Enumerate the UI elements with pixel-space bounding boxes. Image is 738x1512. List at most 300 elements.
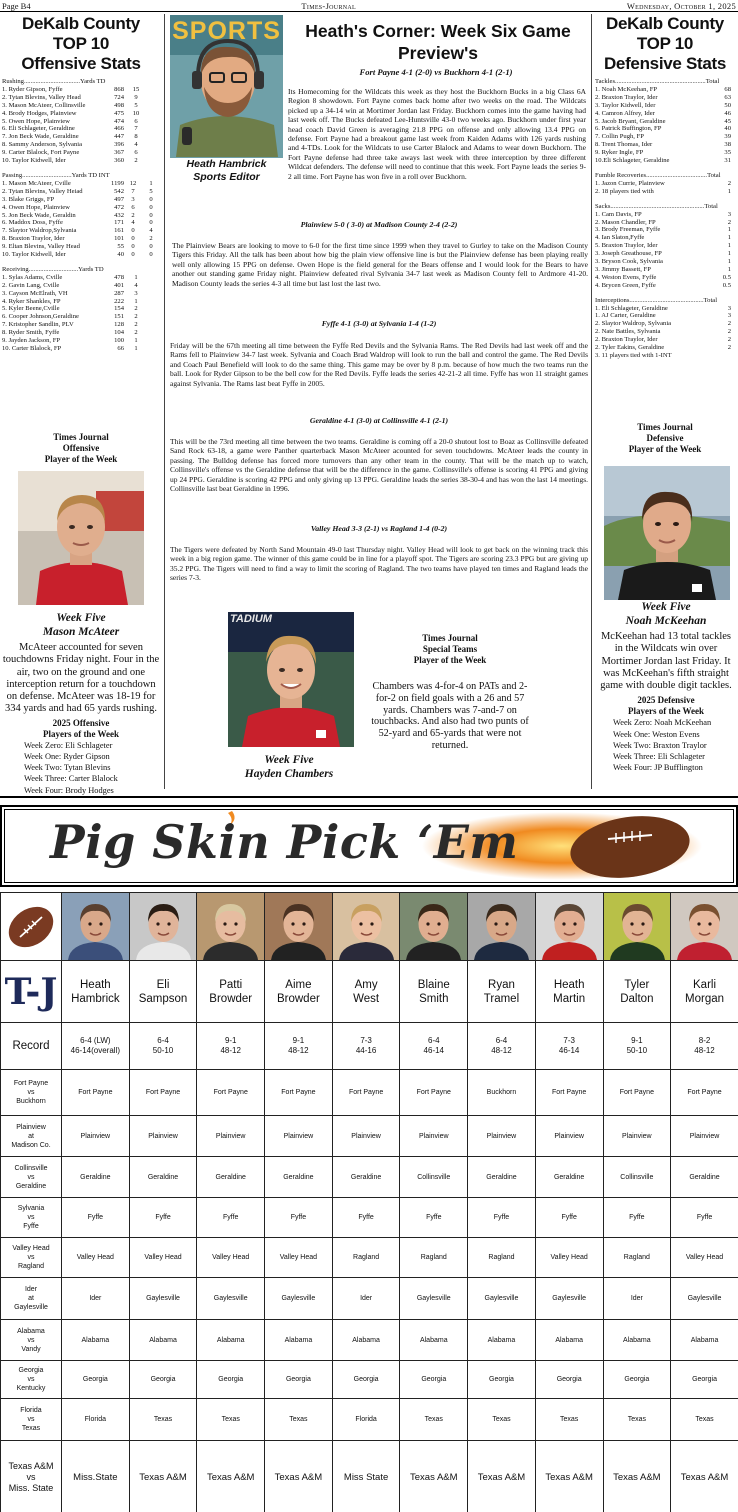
matchup-line: Texas A&M bbox=[8, 1460, 54, 1471]
stat-heading: Fumble Recoveries.....................................Total bbox=[595, 171, 721, 179]
pick-cell: Texas A&M bbox=[400, 1441, 468, 1512]
sports-label: SPORTS bbox=[172, 17, 281, 45]
game-title-1: Fort Payne 4-1 (2-0) vs Buckhorn 4-1 (2-1) bbox=[359, 67, 513, 77]
stat-cell: 15 bbox=[132, 85, 140, 93]
stat-heading: Receiving..............................Yards TD bbox=[2, 265, 104, 273]
pick-cell: Texas bbox=[535, 1399, 603, 1441]
stat-cell: 6. Patrick Buffington, FP bbox=[595, 125, 662, 133]
matchup-cell bbox=[1, 1238, 62, 1278]
tj-logo: T-J bbox=[4, 970, 58, 1013]
picker-record bbox=[332, 1023, 400, 1070]
stat-cell: 1. Eli Schlageter, Geraldine bbox=[595, 304, 668, 312]
pick-cell: Texas bbox=[265, 1399, 333, 1441]
pick-cell: Georgia bbox=[62, 1361, 130, 1399]
picker-photo bbox=[197, 893, 265, 961]
picker-first-name: Amy bbox=[354, 978, 378, 991]
pick-cell: Alabama bbox=[332, 1320, 400, 1361]
stat-cell: 5 bbox=[149, 187, 153, 195]
stat-cell: 4 bbox=[149, 227, 153, 235]
game-row bbox=[1, 1441, 738, 1512]
stat-row bbox=[2, 118, 160, 126]
potw-blurb: McAteer accounted for seven touchdowns Friday night. Four in the air, two on the ground and one interception return for a touchdown on defense. McAteer was 18-19 for 334 yards and had 65 yards rushing. bbox=[2, 642, 160, 715]
stat-cell: 0 bbox=[131, 227, 135, 235]
stat-row bbox=[2, 141, 160, 149]
record-overall: 48-12 bbox=[694, 1046, 715, 1055]
stat-row bbox=[595, 266, 735, 274]
potw-list bbox=[0, 740, 162, 796]
stat-cell: 1 bbox=[134, 297, 138, 305]
stat-cell: 104 bbox=[114, 329, 124, 337]
matchup-line: Kentucky bbox=[16, 1385, 46, 1392]
stat-cell: 2 bbox=[727, 328, 731, 336]
pick-cell: Georgia bbox=[197, 1361, 265, 1399]
defensive-potw-heading: Times Journal Defensive Player of the Week bbox=[628, 422, 702, 454]
picks-table bbox=[0, 892, 738, 1512]
pick-cell: Georgia bbox=[603, 1361, 671, 1399]
avatar bbox=[468, 894, 535, 960]
stat-row bbox=[2, 219, 160, 227]
stat-cell: 3. Cayson McElrath, VH bbox=[2, 289, 68, 297]
offense-title: DeKalb County TOP 10 Offensive Stats bbox=[21, 14, 141, 73]
stat-cell: 7 bbox=[134, 125, 138, 133]
potw-list-item: Week One: Weston Evens bbox=[613, 729, 700, 739]
pick-cell: Fyffe bbox=[265, 1198, 333, 1238]
picker-first-name: Heath bbox=[553, 978, 585, 991]
potw-list-item: Week Three: Eli Schlageter bbox=[613, 752, 705, 762]
stat-row bbox=[595, 118, 735, 126]
stat-row bbox=[595, 328, 735, 336]
game-row bbox=[1, 1320, 738, 1361]
matchup-cell bbox=[1, 1116, 62, 1157]
stat-cell: 5 bbox=[134, 101, 138, 109]
pick-cell: Geraldine bbox=[62, 1157, 130, 1198]
stat-cell: 4. Brody Hodges, Plainview bbox=[2, 109, 77, 117]
picker-name bbox=[400, 961, 468, 1023]
stat-cell: 8. Sammy Anderson, Sylvania bbox=[2, 141, 83, 149]
matchup-line: Georgia bbox=[18, 1367, 44, 1374]
record-row bbox=[1, 1023, 738, 1070]
stat-row bbox=[595, 242, 735, 250]
matchup-line: Florida bbox=[20, 1407, 42, 1414]
stat-row bbox=[2, 337, 160, 345]
game-title-5: Valley Head 3-3 (2-1) vs Ragland 1-4 (0-2) bbox=[310, 524, 448, 533]
record-overall: 50-10 bbox=[152, 1046, 174, 1055]
potw-player: Mason McAteer bbox=[42, 626, 120, 638]
pick-cell: Plainview bbox=[62, 1116, 130, 1157]
stat-cell: 151 bbox=[114, 313, 124, 321]
pick-cell: Fyffe bbox=[468, 1198, 536, 1238]
pick-cell: Texas bbox=[603, 1399, 671, 1441]
potw-week: Week Five bbox=[641, 601, 691, 613]
picker-first-name: Patti bbox=[219, 978, 243, 991]
pick-cell: Alabama bbox=[468, 1320, 536, 1361]
stat-cell: 3. Joseph Greathouse, FP bbox=[595, 250, 662, 258]
matchup-line: Sylvania bbox=[17, 1205, 45, 1212]
stat-heading: Rushing..................................Yards TD bbox=[2, 78, 106, 85]
stat-cell: 1. Cam Davis, FP bbox=[595, 210, 642, 218]
game-title-2: Plainview 5-0 ( 3-0) at Madison County 2-4 (2-2) bbox=[300, 220, 458, 229]
stat-cell: 6 bbox=[134, 149, 138, 157]
stat-cell: 128 bbox=[114, 321, 124, 329]
stat-row bbox=[595, 344, 735, 352]
record-label: Record bbox=[1, 1023, 62, 1070]
picker-first-name: Aime bbox=[285, 978, 312, 991]
game-story-3: Friday will be the 67th meeting all time between the Fyffe Red Devils and the Sylvania Rams. The Red Devils had last week off and the Rams fell to Plainview 34-7 last week. Sylvania and Coach Brad Waldrop will look to run the ball and control the game. The Red Devils and Coach Paul Benefield will look to do the same thing. This game may be over by 8 p.m. because of how much the two teams run the ball. Look for Ryder Gipson to be the bell cow for the Red Devils. Fyffe leads the series 42-21-2 all time. Fyffe has won 11 straight games against Sylvania. The Rams last beat Fyffe in 2005. bbox=[170, 341, 588, 388]
stat-cell: 3. 11 players tied with 1-INT bbox=[595, 352, 672, 359]
pick-cell: Plainview bbox=[129, 1116, 197, 1157]
stat-cell: 10.Eli Schlageter, Geraldine bbox=[595, 157, 670, 165]
potw-week: Week Five bbox=[56, 612, 106, 624]
pick-cell: Fyffe bbox=[535, 1198, 603, 1238]
matchup-line: Ragland bbox=[17, 1263, 45, 1270]
pick-cell: Fort Payne bbox=[535, 1070, 603, 1116]
pick-cell: Georgia bbox=[332, 1361, 400, 1399]
stat-cell: 3. Blake Griggs, FP bbox=[2, 195, 55, 203]
stat-cell: 0 bbox=[149, 211, 153, 219]
stat-cell: 1199 bbox=[111, 179, 124, 187]
stat-cell: 3 bbox=[134, 289, 138, 297]
stat-cell: 3. Mason McAteer, Collinsville bbox=[2, 101, 86, 109]
matchup-line: Geraldine bbox=[15, 1182, 47, 1190]
stat-row bbox=[595, 274, 735, 282]
stat-cell: 1 bbox=[727, 187, 731, 195]
stat-row bbox=[2, 204, 160, 212]
pickers-name-row bbox=[1, 961, 738, 1023]
stat-cell: 9 bbox=[134, 93, 138, 101]
record-last-week: 7-3 bbox=[360, 1036, 372, 1045]
picker-record bbox=[468, 1023, 536, 1070]
stat-cell: 2. Tytan Blevins, Valley Heiad bbox=[2, 187, 83, 195]
stat-row bbox=[595, 110, 735, 118]
picker-record bbox=[603, 1023, 671, 1070]
defense-title: DeKalb County TOP 10 Defensive Stats bbox=[603, 14, 727, 73]
stat-cell: 2. Braxton Traylor, Ider bbox=[595, 93, 658, 101]
game-row bbox=[1, 1116, 738, 1157]
stat-cell: 40 bbox=[117, 251, 124, 259]
stat-cell: 2 bbox=[727, 179, 731, 187]
pick-cell: Valley Head bbox=[265, 1238, 333, 1278]
picker-last-name: West bbox=[353, 992, 380, 1005]
pick-cell: Georgia bbox=[400, 1361, 468, 1399]
stat-cell: 4. Ryker Shankles, FP bbox=[2, 297, 61, 305]
stat-cell: 6 bbox=[134, 117, 138, 125]
stat-row bbox=[595, 336, 735, 344]
defensive-potw-text bbox=[595, 600, 737, 774]
matchup-line: Gaylesville bbox=[14, 1304, 48, 1311]
headline: Heath's Corner: Week Six Game Preview's bbox=[305, 21, 571, 63]
stat-row bbox=[2, 133, 160, 141]
stat-cell: 1. Jazon Currie, Plainview bbox=[595, 179, 665, 187]
defensive-stats-table bbox=[595, 78, 735, 360]
pick-cell: Miss.State bbox=[62, 1441, 130, 1512]
stat-cell: 100 bbox=[114, 337, 124, 345]
matchup-cell bbox=[1, 1441, 62, 1512]
stat-cell: 472 bbox=[114, 203, 124, 211]
stat-cell: 868 bbox=[114, 85, 124, 93]
pick-cell: Fort Payne bbox=[197, 1070, 265, 1116]
pick-cell: Fyffe bbox=[671, 1198, 738, 1238]
avatar bbox=[62, 894, 129, 960]
issue-date: Wednesday, October 1, 2025 bbox=[626, 0, 736, 11]
picker-last-name: Browder bbox=[209, 992, 253, 1005]
stat-cell: 474 bbox=[114, 117, 124, 125]
special-teams-blurb: Chambers was 4-for-4 on PATs and 2-for-2 on field goals with a 26 and 57 yards. Chambers was 7-and-7 on touchbacks. And also had two punts of 52-yard and 65-yards that were not returned. bbox=[371, 681, 529, 751]
pick-cell: Ragland bbox=[603, 1238, 671, 1278]
paper-name: Times-Journal bbox=[301, 0, 356, 11]
stat-cell: 1. Ryder Gipson, Fyffe bbox=[2, 85, 63, 93]
stat-cell: 4. Ian Slaton,Fyffe bbox=[595, 234, 645, 242]
picker-photo bbox=[535, 893, 603, 961]
stat-row bbox=[595, 180, 735, 188]
stat-row bbox=[2, 243, 160, 251]
record-overall: 50-10 bbox=[626, 1046, 648, 1055]
stat-cell: 1. Mason McAteer, Cville bbox=[2, 179, 71, 187]
matchup-cell bbox=[1, 1399, 62, 1441]
record-overall: 44-16 bbox=[355, 1046, 377, 1055]
picker-first-name: Ryan bbox=[488, 978, 515, 991]
stat-cell: 1 bbox=[134, 273, 138, 281]
stat-cell: 9. Jayden Jackson, FP bbox=[2, 337, 61, 345]
pick-cell: Ider bbox=[62, 1278, 130, 1320]
stat-cell: 2 bbox=[727, 320, 731, 328]
pick-cell: Valley Head bbox=[62, 1238, 130, 1278]
pick-cell: Fort Payne bbox=[332, 1070, 400, 1116]
picker-name bbox=[332, 961, 400, 1023]
stat-cell: 7. Jon Beck Wade, Geraldine bbox=[2, 133, 79, 141]
stat-gap bbox=[2, 165, 160, 172]
offensive-stats-column bbox=[2, 14, 160, 353]
picker-name bbox=[535, 961, 603, 1023]
matchup-line: vs bbox=[27, 1336, 35, 1344]
stat-cell: 2 bbox=[134, 329, 138, 337]
stat-cell: 2. Slaytor Waldrop, Sylvania bbox=[595, 320, 672, 328]
picker-name bbox=[62, 961, 130, 1023]
stat-cell: 3. Bryson Cook, Sylvania bbox=[595, 258, 663, 266]
defensive-stats-column bbox=[595, 14, 735, 360]
record-last-week: 8-2 bbox=[698, 1036, 711, 1045]
picker-first-name: Heath bbox=[80, 978, 111, 991]
pick-cell: Fyffe bbox=[197, 1198, 265, 1238]
stat-cell: 46 bbox=[724, 109, 731, 117]
pickers-photo-row bbox=[1, 893, 738, 961]
pick-cell: Valley Head bbox=[671, 1238, 738, 1278]
stat-cell: 171 bbox=[114, 219, 124, 227]
picker-name bbox=[129, 961, 197, 1023]
matchup-cell bbox=[1, 1361, 62, 1399]
pick-cell: Gaylesville bbox=[535, 1278, 603, 1320]
stat-row bbox=[595, 188, 735, 196]
stat-cell: 5. Owen Hope, Plainview bbox=[2, 117, 70, 125]
stat-cell: 9. Ryker Ingle, FP bbox=[595, 149, 644, 157]
stat-cell: 161 bbox=[114, 227, 124, 235]
stat-row bbox=[595, 102, 735, 110]
matchup-line: Buckhorn bbox=[16, 1098, 46, 1105]
picker-last-name: Tramel bbox=[483, 992, 520, 1005]
record-last-week: 6-4 bbox=[157, 1036, 169, 1045]
stat-row bbox=[595, 226, 735, 234]
pick-cell: Texas bbox=[197, 1399, 265, 1441]
football-icon bbox=[2, 897, 60, 957]
editor-caption: Heath Hambrick Sports Editor bbox=[186, 158, 267, 183]
record-overall: 46-14 bbox=[558, 1046, 580, 1055]
pick-cell: Alabama bbox=[265, 1320, 333, 1361]
stat-cell: 401 bbox=[114, 281, 124, 289]
matchup-line: Texas bbox=[21, 1425, 41, 1432]
potw-list-heading: 2025 Defensive Players of the Week bbox=[627, 695, 705, 717]
picker-photo bbox=[265, 893, 333, 961]
pick-cell: Alabama bbox=[129, 1320, 197, 1361]
special-teams-heading: Times Journal Special Teams Player of the Week bbox=[413, 633, 487, 665]
pick-cell: Miss State bbox=[332, 1441, 400, 1512]
stat-cell: 0 bbox=[131, 251, 135, 259]
stat-cell: 0 bbox=[149, 251, 153, 259]
stat-cell: 10. Carter Blalock, FP bbox=[2, 345, 62, 352]
stat-row bbox=[2, 86, 160, 94]
stat-row bbox=[595, 312, 735, 320]
game-row bbox=[1, 1361, 738, 1399]
pick-cell: Fort Payne bbox=[400, 1070, 468, 1116]
pick-cell: Ragland bbox=[332, 1238, 400, 1278]
potw-list-item: Week Four: JP Bufflington bbox=[613, 763, 703, 773]
stat-cell: 6 bbox=[131, 203, 135, 211]
stat-cell: 63 bbox=[724, 93, 731, 101]
stat-row bbox=[2, 188, 160, 196]
picker-name bbox=[197, 961, 265, 1023]
stat-cell: 1 bbox=[727, 242, 731, 250]
pick-cell: Fort Payne bbox=[129, 1070, 197, 1116]
stat-cell: 1. Sylas Adams, Cville bbox=[2, 273, 63, 281]
stat-cell: 3 bbox=[727, 210, 731, 218]
pick-cell: Gaylesville bbox=[265, 1278, 333, 1320]
stat-cell: 1 bbox=[727, 226, 731, 234]
matchup-line: Fort Payne bbox=[13, 1080, 49, 1087]
stat-row bbox=[595, 219, 735, 227]
stat-row bbox=[2, 102, 160, 110]
stat-cell: 5. Kyler Beene,Cville bbox=[2, 305, 60, 313]
pick-cell: Texas A&M bbox=[197, 1441, 265, 1512]
stat-cell: 4. Brycen Green, Fyffe bbox=[595, 281, 656, 289]
stat-cell: 0.5 bbox=[722, 281, 731, 289]
pick-cell: Fyffe bbox=[400, 1198, 468, 1238]
game-story-5: The Tigers were defeated by North Sand Mountain 49-0 last Thursday night. Valley Head will look to get back on the winning track this week in a big region game. The winner of this game could be in line for a playoff spot. The Tigers are scoring 23.3 PPG but are giving up 35.2 PPG. The Tigers will need to find a way to limit the scoring of Ragland. The two teams have played ten times and Ragland leads the series 7-3. bbox=[170, 545, 588, 583]
pick-cell: Geraldine bbox=[671, 1157, 738, 1198]
stat-cell bbox=[707, 352, 731, 360]
stat-cell: 2 bbox=[727, 336, 731, 344]
stat-cell: 396 bbox=[114, 141, 124, 149]
stat-cell: 5. Jacob Bryant, Geraldine bbox=[595, 117, 666, 125]
pick-cell: Texas A&M bbox=[535, 1441, 603, 1512]
stat-cell: 2. Mason Chandler, FP bbox=[595, 218, 656, 226]
pick-cell: Texas bbox=[468, 1399, 536, 1441]
picker-last-name: Hambrick bbox=[71, 992, 120, 1005]
pick-cell: Valley Head bbox=[129, 1238, 197, 1278]
matchup-line: vs bbox=[27, 1376, 35, 1383]
potw-list-item: Week Three: Carter Blalock bbox=[24, 774, 118, 784]
stat-cell: 2 bbox=[149, 235, 153, 243]
stat-row bbox=[595, 157, 735, 165]
stat-row bbox=[2, 251, 160, 259]
stat-cell: 8. Braxton Traylor, Ider bbox=[2, 235, 65, 243]
game-title-4: Geraldine 4-1 (3-0) at Collinsville 4-1 (2-1) bbox=[309, 416, 449, 425]
picker-photo bbox=[400, 893, 468, 961]
pick-cell: Fort Payne bbox=[265, 1070, 333, 1116]
section-rule bbox=[0, 796, 738, 798]
stat-heading: Sacks.........................................................Total bbox=[595, 202, 718, 210]
sports-editor-cartoon bbox=[170, 15, 283, 158]
stat-cell: 1 bbox=[149, 179, 153, 187]
potw-list-heading: 2025 Offensive Players of the Week bbox=[42, 717, 120, 739]
football-cell bbox=[1, 893, 62, 961]
pick-cell: Plainview bbox=[535, 1116, 603, 1157]
matchup-line: vs bbox=[27, 1416, 35, 1423]
stat-cell: 2 bbox=[727, 218, 731, 226]
stat-row bbox=[2, 274, 160, 282]
matchup-cell bbox=[1, 1198, 62, 1238]
pick-cell: Fyffe bbox=[603, 1198, 671, 1238]
stat-cell: 0 bbox=[149, 195, 153, 203]
stat-cell: 6. Maddox Doss, Fyffe bbox=[2, 219, 63, 227]
stat-row bbox=[595, 133, 735, 141]
picker-photo bbox=[468, 893, 536, 961]
stat-cell: 7. Kristopher Sandlin, PLV bbox=[2, 321, 74, 329]
stat-cell: 0 bbox=[149, 219, 153, 227]
picker-record bbox=[197, 1023, 265, 1070]
pick-cell: Ider bbox=[332, 1278, 400, 1320]
picker-name bbox=[265, 961, 333, 1023]
stat-row bbox=[595, 250, 735, 258]
matchup-line: at bbox=[28, 1132, 34, 1140]
stat-cell: 222 bbox=[114, 297, 124, 305]
record-overall: 48-12 bbox=[491, 1046, 512, 1055]
stat-row bbox=[595, 234, 735, 242]
pick-cell: Geraldine bbox=[265, 1157, 333, 1198]
stat-row bbox=[2, 282, 160, 290]
stat-cell: 45 bbox=[724, 117, 731, 125]
stat-row bbox=[595, 86, 735, 94]
picker-name bbox=[671, 961, 738, 1023]
stat-row bbox=[2, 321, 160, 329]
picker-last-name: Dalton bbox=[620, 992, 654, 1005]
pick-cell: Florida bbox=[62, 1399, 130, 1441]
stat-cell: 10 bbox=[132, 109, 140, 117]
stat-row bbox=[2, 227, 160, 235]
stat-cell: 1 bbox=[727, 234, 731, 242]
stat-gap bbox=[2, 259, 160, 266]
picker-record bbox=[400, 1023, 468, 1070]
pick-cell: Alabama bbox=[62, 1320, 130, 1361]
pick-cell: Florida bbox=[332, 1399, 400, 1441]
stat-cell: 360 bbox=[114, 157, 124, 165]
stat-row bbox=[2, 157, 160, 165]
potw-list-item: Week Two: Tytan Blevins bbox=[24, 763, 111, 773]
column-rule bbox=[591, 14, 592, 789]
picker-last-name: Morgan bbox=[685, 992, 725, 1005]
picker-record bbox=[671, 1023, 738, 1070]
stat-row bbox=[2, 345, 160, 353]
picker-first-name: Karli bbox=[693, 978, 717, 991]
stat-cell: 2. Nate Battles, Sylvania bbox=[595, 328, 661, 336]
stat-cell: 12 bbox=[129, 179, 137, 187]
stat-cell: 10. Taylor Kidwell, Ider bbox=[2, 157, 66, 165]
stadium-sign: TADIUM bbox=[230, 613, 272, 625]
picker-photo bbox=[603, 893, 671, 961]
pick-cell: Gaylesville bbox=[197, 1278, 265, 1320]
matchup-line: Fyffe bbox=[23, 1223, 39, 1230]
stat-row bbox=[595, 258, 735, 266]
pig-skin-banner bbox=[0, 805, 738, 887]
matchup-cell bbox=[1, 1070, 62, 1116]
record-overall: 46-14(overall) bbox=[70, 1046, 121, 1055]
